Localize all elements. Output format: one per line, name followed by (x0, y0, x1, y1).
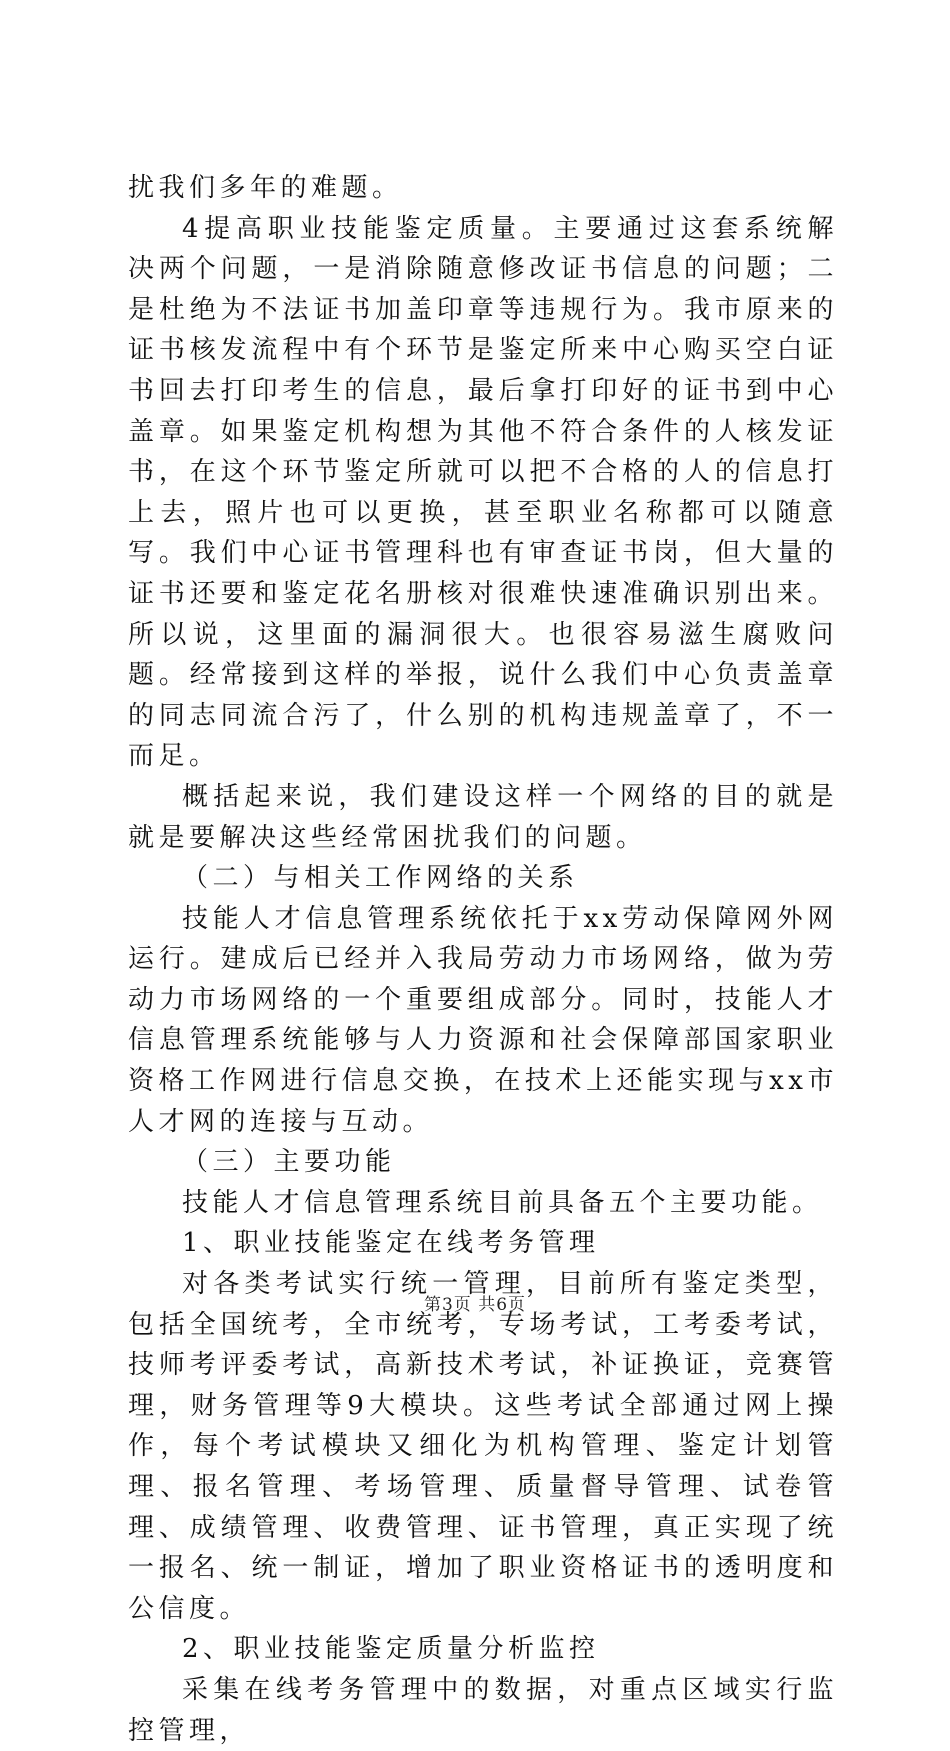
section-heading-main-functions: （三）主要功能 (182, 1147, 396, 1178)
paragraph-network-relationship: 技能人才信息管理系统依托于xx劳动保障网外网运行。建成后已经并入我局劳动力市场网络，做为劳动力市场网络的一个重要组成部分。同时，技能人才信息管理系统能够与人力资源和社会保障部国家职业资格工作网进行信息交换，在技术上还能实现与xx市人才网的连接与互动。 (128, 903, 838, 1137)
paragraph-quality-monitoring: 采集在线考务管理中的数据，对重点区域实行监控管理， (128, 1674, 838, 1746)
paragraph-functions-intro: 技能人才信息管理系统目前具备五个主要功能。 (182, 1187, 823, 1218)
section-heading-relationship: （二）与相关工作网络的关系 (182, 863, 579, 894)
subheading-online-exam-management: 1、职业技能鉴定在线考务管理 (182, 1228, 600, 1259)
page-number-footer: 第3页 共6页 (423, 1295, 527, 1315)
subheading-quality-monitoring: 2、职业技能鉴定质量分析监控 (182, 1634, 600, 1665)
paragraph-continuation: 扰我们多年的难题。 (128, 173, 403, 203)
paragraph-quality-improvement: 4提高职业技能鉴定质量。主要通过这套系统解决两个问题，一是消除随意修改证书信息的问题；二是杜绝为不法证书加盖印章等违规行为。我市原来的证书核发流程中有个环节是鉴定所来中心购买空白证书回去打印考生的信息，最后拿打印好的证书到中心盖章。如果鉴定机构想为其他不符合条件的人核发证书，在这个环节鉴定所就可以把不合格的人的信息打上去，照片也可以更换，甚至职业名称都可以随意写。我们中心证书管理科也有审查证书岗，但大量的证书还要和鉴定花名册核对很难快速准确识别出来。所以说，这里面的漏洞很大。也很容易滋生腐败问题。经常接到这样的举报，说什么我们中心负责盖章的同志同流合污了，什么别的机构违规盖章了，不一而足。 (128, 213, 838, 772)
paragraph-summary: 概括起来说，我们建设这样一个网络的目的就是就是要解决这些经常困扰我们的问题。 (128, 781, 838, 853)
paragraph-online-exam-management: 对各类考试实行统一管理，目前所有鉴定类型，包括全国统考，全市统考，专场考试，工考委考试，技师考评委考试，高新技术考试，补证换证，竞赛管理，财务管理等9大模块。这些考试全部通过网上操作，每个考试模块又细化为机构管理、鉴定计划管理、报名管理、考场管理、质量督导管理、试卷管理、成绩管理、收费管理、证书管理，真正实现了统一报名、统一制证，增加了职业资格证书的透明度和公信度。 (128, 1269, 838, 1624)
document-body (128, 168, 838, 1751)
